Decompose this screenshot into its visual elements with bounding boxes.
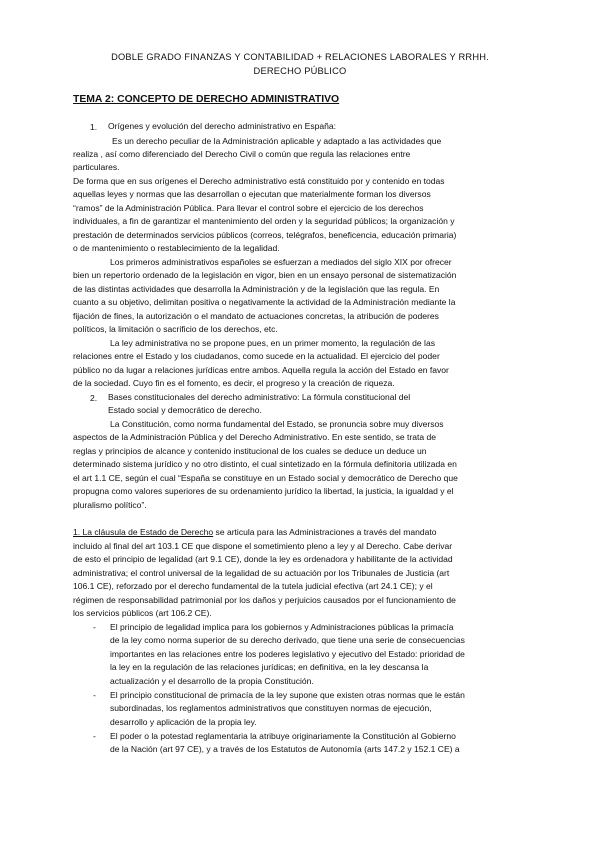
bullet-line: de la Nación (art 97 CE), y a través de los Estatutos de Autonomía (arts 147.2 y 152.1 CE) a — [110, 744, 460, 754]
paragraph-line: De forma que en sus orígenes el Derecho administrativo está constituido por y contenido en todas — [73, 176, 445, 186]
bullet-line: la ley en la regulación de las relaciones jurídicas; en definitiva, en la ley descansa la — [110, 662, 429, 672]
paragraph-line: particulares. — [73, 162, 120, 172]
paragraph-line: Es un derecho peculiar de la Administración aplicable y adaptado a las actividades que — [112, 136, 442, 146]
clause-first-line-rest: se articula para las Administraciones a través del mandato — [213, 527, 437, 537]
paragraph-line: el art 1.1 CE, según el cual “España se constituye en un Estado social y democrático de Derecho que — [73, 473, 458, 483]
clause-heading: 1. La cláusula de Estado de Derecho — [73, 527, 214, 537]
paragraph-line: Los primeros administrativos españoles se esfuerzan a mediados del siglo XIX por ofrecer — [110, 257, 452, 267]
paragraph-line: aspectos de la Administración Pública y del Derecho Administrativo. En este sentido, se trata de — [73, 432, 436, 442]
clause-first-line — [73, 527, 436, 538]
bullet-marker: - — [93, 731, 96, 741]
paragraph-line: individuales, a fin de garantizar el mantenimiento del orden y la seguridad públicos; la organización y — [73, 216, 455, 226]
paragraph-line: La ley administrativa no se propone pues, en un primer momento, la regulación de las — [110, 338, 435, 348]
paragraph-line: los servicios públicos (art 106.2 CE). — [73, 608, 212, 618]
paragraph-line: o de mantenimiento o restablecimiento de la legalidad. — [73, 243, 280, 253]
bullet-line: actualización y el desarrollo de la propia Constitución. — [110, 676, 314, 686]
section-2-number: 2. — [90, 393, 98, 403]
paragraph-line: “ramos” de la Administración Pública. Para llevar el control sobre el ejercicio de los derechos — [73, 203, 424, 213]
paragraph-line: reglas y principios de alcance y contenido institucional de los cuales se deduce un deduce un — [73, 446, 427, 456]
paragraph-line: bien un repertorio ordenado de la legislación en vigor, bien en un ensayo personal de sistematización — [73, 270, 457, 280]
bullet-line: El principio de legalidad implica para los gobiernos y Administraciones públicas la primacía — [110, 622, 454, 632]
paragraph-line: aquellas leyes y normas que las desarrollan o ejecutan que materialmente forman los diversos — [73, 189, 431, 199]
bullet-marker: - — [93, 690, 96, 700]
bullet-marker: - — [93, 622, 96, 632]
paragraph-line: administrativa; el control universal de la legalidad de su actuación por los Tribunales de Justicia (art — [73, 568, 450, 578]
bullet-line: El poder o la potestad reglamentaria la atribuye originariamente la Constitución al Gobierno — [110, 731, 456, 741]
section-2-heading-cont: Estado social y democrático de derecho. — [108, 405, 262, 415]
paragraph-line: determinado sistema jurídico y no otro distinto, el cual sintetizado en la fórmula definitoria utilizada en — [73, 459, 457, 469]
paragraph-line: propugna como valores superiores de su ordenamiento jurídico la libertad, la justicia, la igualdad y el — [73, 486, 454, 496]
header-line-1: DOBLE GRADO FINANZAS Y CONTABILIDAD + RELACIONES LABORALES Y RRHH. — [111, 52, 489, 62]
paragraph-line: relaciones entre el Estado y los ciudadanos, como sucede en la actualidad. El ejercicio del poder — [73, 351, 440, 361]
paragraph-line: de esto el principio de legalidad (art 9.1 CE), donde la ley es ordenadora y habilitante de la actividad — [73, 554, 453, 564]
paragraph-line: de la sociedad. Cuyo fin es el fomento, es decir, el progreso y la creación de riqueza. — [73, 378, 395, 388]
paragraph-line: realiza , así como diferenciado del Derecho Civil o común que regula las relaciones entre — [73, 149, 411, 159]
paragraph-line: políticos, la limitación o sacrificio de los derechos, etc. — [73, 324, 278, 334]
paragraph-line: prestación de determinados servicios públicos (correos, telégrafos, beneficencia, educación primaria) — [73, 230, 457, 240]
paragraph-line: La Constitución, como norma fundamental del Estado, se pronuncia sobre muy diversos — [110, 419, 444, 429]
paragraph-line: fijación de fines, la autorización o el mandato de actuaciones concretas, la atribución de poderes — [73, 311, 439, 321]
section-1-heading: Orígenes y evolución del derecho administrativo en España: — [108, 121, 337, 131]
paragraph-line: incluido al final del art 103.1 CE que dispone el sometimiento pleno a ley y al Derecho. Cabe derivar — [73, 541, 453, 551]
paragraph-line: pluralismo político”. — [73, 500, 147, 510]
bullet-line: importantes en las relaciones entre los poderes legislativo y ejecutivo del Estado: prioridad de — [110, 649, 465, 659]
paragraph-line: 106.1 CE), reforzado por el derecho fundamental de la tutela judicial efectiva (art 24.1 CE); y el — [73, 581, 433, 591]
paragraph-line: público no da lugar a relaciones jurídicas entre ambos. Aquella regula la acción del Estado en favor — [73, 365, 449, 375]
section-1-number: 1. — [90, 122, 98, 132]
bullet-line: desarrollo y aplicación de la propia ley. — [110, 717, 257, 727]
paragraph-line: régimen de responsabilidad patrimonial por los daños y perjuicios causados por el funcionamiento de — [73, 595, 456, 605]
header-line-2: DERECHO PÚBLICO — [253, 66, 347, 76]
paragraph-line: cuanto a su objetivo, delimitan positiva o negativamente la actividad de la Administración mediante la — [73, 297, 456, 307]
bullet-line: subordinadas, los reglamentos administrativos que constituyen normas de ejecución, — [110, 703, 432, 713]
paragraph-line: de las distintas actividades que desarrolla la Administración y de la legislación que las regula. En — [73, 284, 440, 294]
bullet-line: El principio constitucional de primacía de la ley supone que existen otras normas que le están — [110, 690, 465, 700]
page-title: TEMA 2: CONCEPTO DE DERECHO ADMINISTRATIVO — [73, 94, 340, 105]
section-2-heading: Bases constitucionales del derecho administrativo: La fórmula constitucional del — [108, 392, 411, 402]
bullet-line: de la ley como norma superior de su derecho derivado, que tiene una serie de consecuencias — [110, 635, 465, 645]
